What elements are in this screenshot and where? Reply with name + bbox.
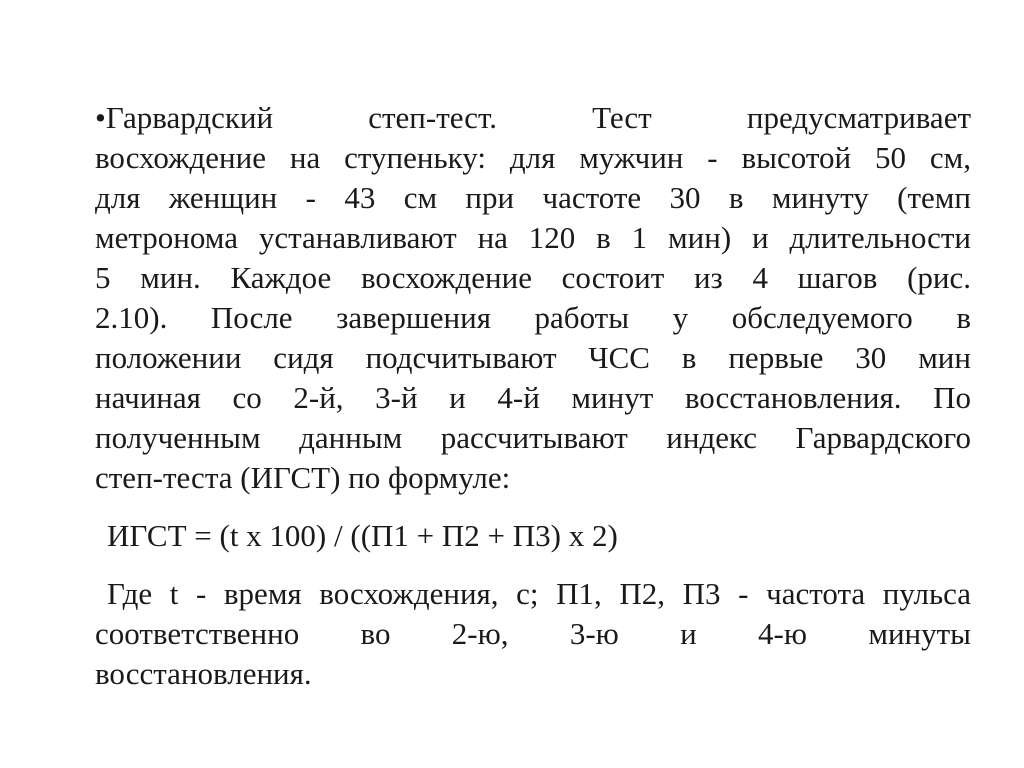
text-line: •Гарвардский степ-тест. Тест предусматривает — [95, 100, 971, 135]
paragraph-harvard-step-test — [95, 98, 971, 498]
text-line: положении сидя подсчитывают ЧСС в первые 30 мин — [95, 340, 971, 375]
text-line: для женщин - 43 см при частоте 30 в минуту (темп — [95, 180, 971, 215]
text-line: 2.10). После завершения работы у обследуемого в — [95, 300, 971, 335]
text-line: Где t - время восхождения, с; П1, П2, П3 - частота пульса — [107, 576, 971, 611]
text-line: степ-теста (ИГСТ) по формуле: — [95, 460, 511, 495]
text-line: метронома устанавливают на 120 в 1 мин) и длительности — [95, 220, 971, 255]
text-line: начиная со 2-й, 3-й и 4-й минут восстановления. По — [95, 380, 971, 415]
text-line: восхождение на ступеньку: для мужчин - высотой 50 см, — [95, 140, 971, 175]
paragraph-formula-legend — [95, 574, 971, 694]
text-line: полученным данным рассчитывают индекс Гарвардского — [95, 420, 971, 455]
formula-igst: ИГСТ = (t x 100) / ((П1 + П2 + П3) x 2) — [107, 518, 618, 553]
text-line: 5 мин. Каждое восхождение состоит из 4 шагов (рис. — [95, 260, 971, 295]
text-line: восстановления. — [95, 656, 312, 691]
text-line: соответственно во 2-ю, 3-ю и 4-ю минуты — [95, 616, 971, 651]
